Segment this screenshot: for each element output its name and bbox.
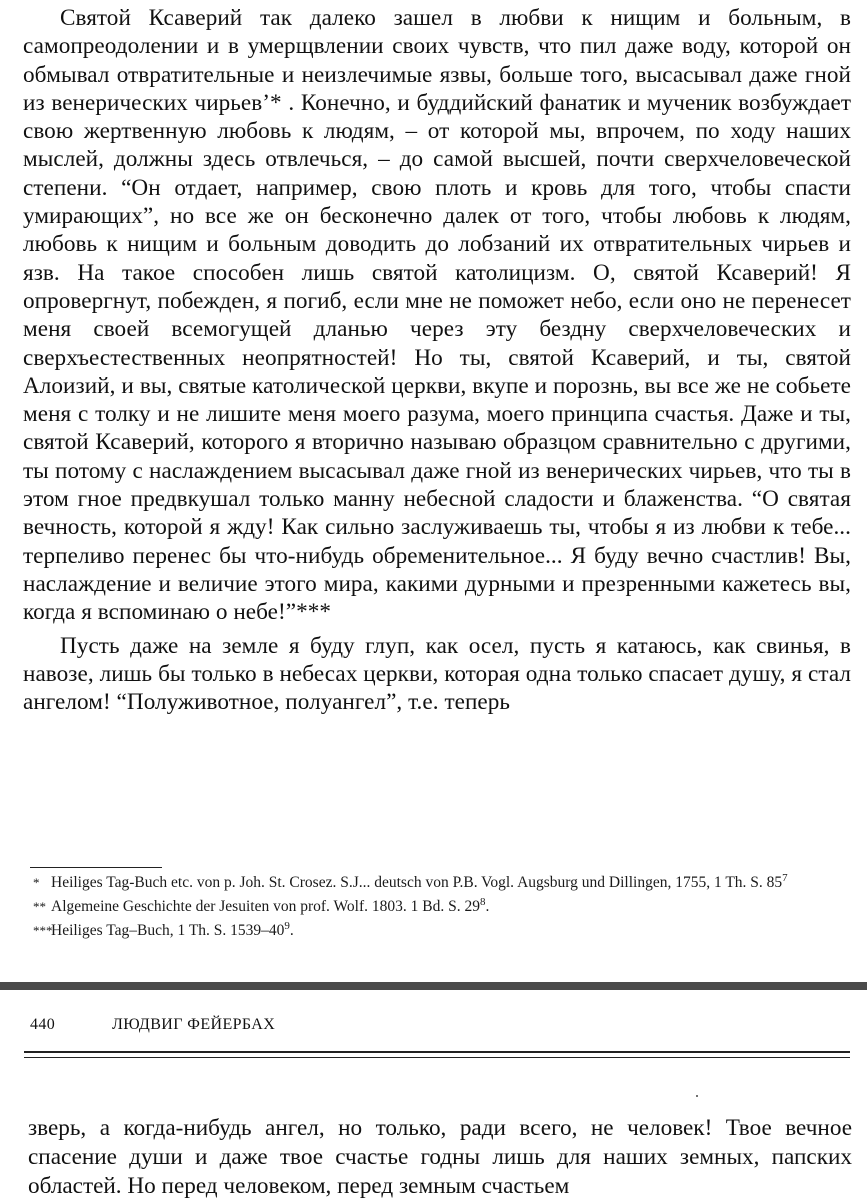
footnote-2-ref: 8 (479, 895, 486, 908)
footnote-3-mark: *** (33, 923, 53, 938)
footnote-2 (33, 897, 839, 917)
page-number: 440 (30, 1016, 56, 1033)
footnotes (33, 873, 839, 945)
page-separator (0, 982, 867, 990)
lower-body-text (28, 1114, 852, 1201)
footnote-1-mark: * (33, 875, 40, 890)
footnote-1 (33, 873, 839, 893)
footnote-3-ref: 9 (284, 919, 290, 932)
header-rule-thin (24, 1057, 850, 1058)
footnote-3 (33, 921, 839, 941)
footnote-2-mark: ** (33, 899, 46, 914)
running-head (30, 1013, 830, 1037)
header-rule-thick (24, 1051, 850, 1053)
paragraph-continuation: зверь, а когда-нибудь ангел, но только, ради всего, не человек! Твое вечное спасение души и даже твое счастье годны лишь для наших земных, папских областей. Но перед человеком, перед земным счастьем (28, 1115, 852, 1199)
footnote-3-period: . (289, 922, 294, 939)
upper-body-text (23, 4, 851, 716)
lower-page (0, 990, 867, 1199)
footnote-1-ref: 7 (782, 871, 788, 884)
print-speck (696, 1095, 698, 1097)
footnote-2-text: Algemeine Geschichte der Jesuiten von prof. Wolf. 1803. 1 Bd. S. 29 (51, 898, 480, 915)
paragraph-angel: Пусть даже на земле я буду глуп, как осел, пусть я катаюсь, как свинья, в навозе, лишь бы только в небесах церкви, которая одна только спасает душу, я стал ангелом! “Полуживотное, полуангел”, т.е. теперь (23, 632, 851, 716)
footnote-rule (30, 867, 162, 868)
footnote-3-text: Heiliges Tag–Buch, 1 Th. S. 1539–40 (51, 922, 285, 939)
footnote-2-period: . (485, 898, 490, 915)
running-head-title: ЛЮДВИГ ФЕЙЕРБАХ (112, 1016, 276, 1033)
paragraph-xavier: Святой Ксаверий так далеко зашел в любви к нищим и больным, в самопреодолении и в умерщвлении своих чувств, что пил даже воду, которой он обмывал отвратительные и неизлечимые язвы, больше того, высасывал даже гной из венерических чирьев’* . Конечно, и буддийский фанатик и мученик возбуждает свою жертвенную любовь к людям, – от которой мы, впрочем, по ходу наших мыслей, должны здесь отвлечься, – до самой высшей, почти сверхчеловеческой степени. “Он отдает, например, свою плоть и кровь для того, чтобы спасти умирающих”, но все же он бесконечно далек от того, чтобы любовь к людям, любовь к нищим и больным доводить до лобзаний их отвратительных чирьев и язв. На такое способен лишь святой католицизм. О, святой Ксаверий! Я опровергнут, побежден, я погиб, если мне не поможет небо, если оно не перенесет меня своей всемогущей дланью через эту бездну сверхчеловеческих и сверхъестественных неопрятностей! Но ты, святой Ксаверий, и ты, святой Алоизий, и вы, святые католической церкви, вкупе и порознь, вы все же не собьете меня с толку и не лишите меня моего разума, моего принципа счастья. Даже и ты, святой Ксаверий, которого я вторично называю образцом сравнительно с другими, ты потому с наслаждением высасывал даже гной из венерических чирьев, что ты в этом гное предвкушал только манну небесной сладости и блаженства. “О святая вечность, которой я жду! Как сильно заслуживаешь ты, чтобы я из любви к тебе... терпеливо перенес бы что-нибудь обременительное... Я буду вечно счастлив! Вы, наслаждение и величие этого мира, какими дурными и презренными кажетесь вы, когда я вспоминаю о небе!”*** (23, 5, 851, 626)
footnote-1-text: Heiliges Tag-Buch etc. von p. Joh. St. Crosez. S.J... deutsch von P.B. Vogl. Augsburg und Dillingen, 1755, 1 Th. S. 85 (51, 874, 783, 891)
